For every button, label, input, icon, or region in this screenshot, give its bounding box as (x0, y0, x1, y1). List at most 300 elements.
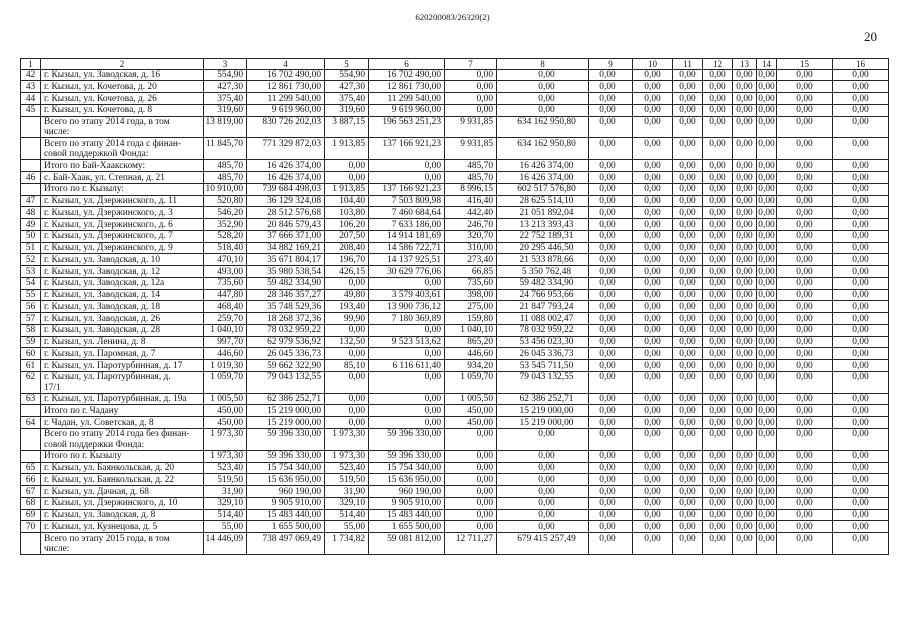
value-cell-col-15: 0,00 (777, 521, 833, 533)
value-cell-col-7: 0,00 (445, 474, 497, 486)
value-cell-col-12: 0,00 (703, 230, 733, 242)
value-cell-col-3: 1 973,30 (204, 428, 247, 450)
value-cell-col-4: 18 268 372,36 (247, 313, 325, 325)
value-cell-col-15: 0,00 (777, 462, 833, 474)
value-cell-col-6: 15 754 340,00 (369, 462, 445, 474)
table-row (21, 277, 889, 289)
table-header (21, 59, 889, 70)
value-cell-col-5: 519,50 (325, 474, 369, 486)
value-cell-col-10: 0,00 (633, 428, 673, 450)
value-cell-col-12: 0,00 (703, 277, 733, 289)
value-cell-col-10: 0,00 (633, 509, 673, 521)
table-row (21, 360, 889, 372)
value-cell-col-3: 1 005,50 (204, 393, 247, 405)
value-cell-col-12: 0,00 (703, 417, 733, 429)
value-cell-col-6: 0,00 (369, 160, 445, 172)
object-address-cell: г. Кызыл, ул. Дзержинского, д. 9 (41, 242, 204, 254)
value-cell-col-12: 0,00 (703, 360, 733, 372)
value-cell-col-13: 0,00 (733, 116, 757, 138)
value-cell-col-15: 0,00 (777, 486, 833, 498)
value-cell-col-4: 28 512 576,68 (247, 207, 325, 219)
value-cell-col-3: 523,40 (204, 462, 247, 474)
row-number-cell: 59 (21, 336, 41, 348)
value-cell-col-16: 0,00 (833, 301, 889, 313)
value-cell-col-4: 11 299 540,00 (247, 93, 325, 105)
value-cell-col-12: 0,00 (703, 266, 733, 278)
value-cell-col-3: 11 845,70 (204, 138, 247, 160)
value-cell-col-3: 450,00 (204, 417, 247, 429)
column-number-header: 13 (733, 59, 757, 70)
value-cell-col-14: 0,00 (758, 278, 775, 289)
column-number-header: 16 (833, 59, 889, 70)
column-number-row (21, 59, 889, 70)
table-row (21, 405, 889, 417)
value-cell-col-12: 0,00 (703, 254, 733, 266)
value-cell-col-12: 0,00 (703, 69, 733, 81)
value-cell-col-8: 0,00 (497, 497, 589, 509)
value-cell-col-13: 0,00 (733, 301, 757, 313)
value-cell-col-10: 0,00 (633, 348, 673, 360)
column-number-header: 3 (204, 59, 247, 70)
value-cell-col-5: 1 973,30 (325, 450, 369, 462)
value-cell-col-5: 0,00 (325, 393, 369, 405)
value-cell-col-9: 0,00 (589, 242, 633, 254)
value-cell-col-15: 0,00 (777, 533, 833, 555)
value-cell-col-16: 0,00 (833, 348, 889, 360)
value-cell-col-4: 62 386 252,71 (247, 393, 325, 405)
row-number-cell: 49 (21, 219, 41, 231)
value-cell-col-9: 0,00 (589, 207, 633, 219)
value-cell-col-8: 0,00 (497, 486, 589, 498)
value-cell-col-16: 0,00 (833, 172, 889, 184)
value-cell-col-11: 0,00 (673, 242, 703, 254)
value-cell-col-6: 0,00 (369, 393, 445, 405)
value-cell-col-6: 137 166 921,23 (369, 138, 445, 160)
value-cell-col-5: 514,40 (325, 509, 369, 521)
value-cell-col-11: 0,00 (673, 289, 703, 301)
column-number-header: 11 (673, 59, 703, 70)
value-cell-col-14: 0,00 (758, 70, 775, 80)
object-address-cell: Итого по г. Кызылу (41, 450, 204, 462)
value-cell-col-10: 0,00 (633, 116, 673, 138)
value-cell-col-5: 193,40 (325, 301, 369, 313)
object-address-cell: г. Кызыл, ул. Дзержинского, д. 6 (41, 219, 204, 231)
value-cell-col-14: 0,00 (758, 81, 775, 92)
row-number-cell: 64 (21, 417, 41, 429)
value-cell-col-7: 416,40 (445, 195, 497, 207)
value-cell-col-10: 0,00 (633, 183, 673, 195)
value-cell-col-16: 0,00 (833, 219, 889, 231)
value-cell-col-6: 59 396 330,00 (369, 428, 445, 450)
value-cell-col-13: 0,00 (733, 324, 757, 336)
value-cell-col-6: 7 180 369,89 (369, 313, 445, 325)
value-cell-col-7: 0,00 (445, 450, 497, 462)
value-cell-col-8: 78 032 959,22 (497, 324, 589, 336)
row-number-cell (21, 138, 41, 160)
value-cell-col-13: 0,00 (733, 69, 757, 81)
value-cell-col-12: 0,00 (703, 81, 733, 93)
value-cell-col-6: 9 905 910,00 (369, 497, 445, 509)
value-cell-col-7: 450,00 (445, 417, 497, 429)
table-row (21, 195, 889, 207)
value-cell-col-13: 0,00 (733, 486, 757, 498)
value-cell-col-14: 0,00 (758, 486, 775, 497)
table-row (21, 462, 889, 474)
value-cell-col-7: 865,20 (445, 336, 497, 348)
value-cell-col-5: 208,40 (325, 242, 369, 254)
value-cell-col-11: 0,00 (673, 104, 703, 116)
value-cell-col-9: 0,00 (589, 254, 633, 266)
object-address-cell: Итого по г. Чадану (41, 405, 204, 417)
value-cell-col-9: 0,00 (589, 360, 633, 372)
value-cell-col-6: 3 579 403,61 (369, 289, 445, 301)
value-cell-col-16: 0,00 (833, 360, 889, 372)
object-address-cell: Всего по этапу 2014 года с финан- совой поддержкой Фонда: (41, 138, 204, 160)
value-cell-col-15: 0,00 (777, 497, 833, 509)
object-address-cell: г. Кызыл, ул. Заводская, д. 12а (41, 277, 204, 289)
value-cell-col-14: 0,00 (758, 231, 775, 242)
value-cell-col-3: 446,60 (204, 348, 247, 360)
value-cell-col-16: 0,00 (833, 521, 889, 533)
row-number-cell: 50 (21, 230, 41, 242)
value-cell-col-8: 53 456 023,30 (497, 336, 589, 348)
value-cell-col-12: 0,00 (703, 160, 733, 172)
value-cell-col-9: 0,00 (589, 219, 633, 231)
value-cell-col-11: 0,00 (673, 533, 703, 555)
value-cell-col-8: 0,00 (497, 69, 589, 81)
column-number-header: 7 (445, 59, 497, 70)
value-cell-col-10: 0,00 (633, 301, 673, 313)
value-cell-col-7: 398,00 (445, 289, 497, 301)
value-cell-col-16: 0,00 (833, 393, 889, 405)
row-number-cell: 58 (21, 324, 41, 336)
value-cell-col-13: 0,00 (733, 242, 757, 254)
column-number-header: 8 (497, 59, 589, 70)
value-cell-col-15: 0,00 (777, 313, 833, 325)
value-cell-col-11: 0,00 (673, 230, 703, 242)
value-cell-col-12: 0,00 (703, 405, 733, 417)
object-address-cell: г. Кызыл, ул. Паротурбинная, д. 19а (41, 393, 204, 405)
value-cell-col-4: 15 754 340,00 (247, 462, 325, 474)
table-row (21, 348, 889, 360)
value-cell-col-5: 99,90 (325, 313, 369, 325)
object-address-cell: г. Кызыл, ул. Кочетова, д. 26 (41, 93, 204, 105)
value-cell-col-9: 0,00 (589, 486, 633, 498)
row-number-cell: 43 (21, 81, 41, 93)
value-cell-col-7: 9 931,85 (445, 138, 497, 160)
value-cell-col-8: 5 350 762,48 (497, 266, 589, 278)
value-cell-col-8: 21 533 878,66 (497, 254, 589, 266)
object-address-cell: г. Кызыл, ул. Заводская, д. 14 (41, 289, 204, 301)
value-cell-col-10: 0,00 (633, 533, 673, 555)
value-cell-col-14: 0,00 (758, 360, 775, 371)
value-cell-col-14: 0,00 (758, 184, 775, 195)
value-cell-col-6: 0,00 (369, 348, 445, 360)
value-cell-col-5: 0,00 (325, 417, 369, 429)
value-cell-col-9: 0,00 (589, 509, 633, 521)
table-row (21, 138, 889, 160)
value-cell-col-14: 0,00 (758, 337, 775, 348)
value-cell-col-9: 0,00 (589, 301, 633, 313)
value-cell-col-12: 0,00 (703, 207, 733, 219)
value-cell-col-13: 0,00 (733, 393, 757, 405)
value-cell-col-12: 0,00 (703, 497, 733, 509)
value-cell-col-6: 15 636 950,00 (369, 474, 445, 486)
value-cell-col-8: 21 051 892,04 (497, 207, 589, 219)
value-cell-col-6: 0,00 (369, 172, 445, 184)
value-cell-col-11: 0,00 (673, 336, 703, 348)
value-cell-col-8: 15 219 000,00 (497, 417, 589, 429)
value-cell-col-14: 0,00 (757, 428, 777, 450)
row-number-cell (21, 116, 41, 138)
value-cell-col-11: 0,00 (673, 486, 703, 498)
value-cell-col-7: 0,00 (445, 509, 497, 521)
value-cell-col-10: 0,00 (633, 277, 673, 289)
value-cell-col-16: 0,00 (833, 183, 889, 195)
value-cell-col-10: 0,00 (633, 336, 673, 348)
row-number-cell (21, 450, 41, 462)
value-cell-col-10: 0,00 (633, 195, 673, 207)
value-cell-col-13: 0,00 (733, 450, 757, 462)
value-cell-col-4: 20 846 579,43 (247, 219, 325, 231)
table-row (21, 289, 889, 301)
value-cell-col-5: 0,00 (325, 160, 369, 172)
value-cell-col-4: 16 702 490,00 (247, 69, 325, 81)
value-cell-col-14: 0,00 (758, 196, 775, 207)
value-cell-col-6: 14 586 722,71 (369, 242, 445, 254)
table-row (21, 183, 889, 195)
table-row (21, 428, 889, 450)
value-cell-col-7: 0,00 (445, 497, 497, 509)
table-row (21, 474, 889, 486)
table-row (21, 116, 889, 138)
value-cell-col-9: 0,00 (589, 69, 633, 81)
value-cell-col-12: 0,00 (703, 336, 733, 348)
value-cell-col-8: 16 426 374,00 (497, 160, 589, 172)
value-cell-col-9: 0,00 (589, 533, 633, 555)
value-cell-col-11: 0,00 (673, 360, 703, 372)
value-cell-col-9: 0,00 (589, 266, 633, 278)
value-cell-col-15: 0,00 (777, 242, 833, 254)
value-cell-col-16: 0,00 (833, 160, 889, 172)
value-cell-col-11: 0,00 (673, 301, 703, 313)
value-cell-col-7: 275,00 (445, 301, 497, 313)
value-cell-col-15: 0,00 (777, 348, 833, 360)
value-cell-col-16: 0,00 (833, 195, 889, 207)
value-cell-col-3: 997,70 (204, 336, 247, 348)
value-cell-col-5: 103,80 (325, 207, 369, 219)
value-cell-col-3: 514,40 (204, 509, 247, 521)
table-row (21, 417, 889, 429)
value-cell-col-16: 0,00 (833, 533, 889, 555)
value-cell-col-6: 7 503 809,98 (369, 195, 445, 207)
column-number-header: 12 (703, 59, 733, 70)
value-cell-col-9: 0,00 (589, 313, 633, 325)
value-cell-col-8: 20 295 446,50 (497, 242, 589, 254)
value-cell-col-5: 0,00 (325, 277, 369, 289)
value-cell-col-13: 0,00 (733, 172, 757, 184)
value-cell-col-7: 0,00 (445, 69, 497, 81)
value-cell-col-15: 0,00 (777, 301, 833, 313)
value-cell-col-8: 15 219 000,00 (497, 405, 589, 417)
column-number-header: 10 (633, 59, 673, 70)
value-cell-col-9: 0,00 (589, 497, 633, 509)
value-cell-col-13: 0,00 (733, 462, 757, 474)
value-cell-col-6: 11 299 540,00 (369, 93, 445, 105)
value-cell-col-6: 960 190,00 (369, 486, 445, 498)
row-number-cell: 44 (21, 93, 41, 105)
value-cell-col-12: 0,00 (703, 138, 733, 160)
value-cell-col-14: 0,00 (758, 105, 775, 116)
value-cell-col-8: 634 162 950,80 (497, 138, 589, 160)
value-cell-col-10: 0,00 (633, 254, 673, 266)
value-cell-col-3: 447,80 (204, 289, 247, 301)
value-cell-col-10: 0,00 (633, 93, 673, 105)
column-number-header: 9 (589, 59, 633, 70)
value-cell-col-15: 0,00 (777, 360, 833, 372)
value-cell-col-16: 0,00 (833, 242, 889, 254)
value-cell-col-16: 0,00 (833, 336, 889, 348)
value-cell-col-7: 0,00 (445, 462, 497, 474)
value-cell-col-8: 679 415 257,49 (497, 533, 589, 555)
value-cell-col-7: 320,70 (445, 230, 497, 242)
object-address-cell: г. Кызыл, ул. Дзержинского, д. 3 (41, 207, 204, 219)
value-cell-col-15: 0,00 (777, 428, 833, 450)
value-cell-col-12: 0,00 (703, 348, 733, 360)
value-cell-col-9: 0,00 (589, 230, 633, 242)
table-row (21, 486, 889, 498)
row-number-cell: 47 (21, 195, 41, 207)
value-cell-col-13: 0,00 (733, 104, 757, 116)
value-cell-col-9: 0,00 (589, 93, 633, 105)
value-cell-col-10: 0,00 (633, 462, 673, 474)
value-cell-col-3: 375,40 (204, 93, 247, 105)
value-cell-col-5: 85,10 (325, 360, 369, 372)
value-cell-col-10: 0,00 (633, 207, 673, 219)
value-cell-col-12: 0,00 (703, 301, 733, 313)
value-cell-col-13: 0,00 (733, 81, 757, 93)
value-cell-col-3: 554,90 (204, 69, 247, 81)
value-cell-col-9: 0,00 (589, 336, 633, 348)
value-cell-col-15: 0,00 (777, 195, 833, 207)
value-cell-col-15: 0,00 (777, 69, 833, 81)
value-cell-col-3: 31,90 (204, 486, 247, 498)
value-cell-col-14: 0,00 (758, 243, 775, 254)
row-number-cell (21, 405, 41, 417)
object-address-cell: г. Кызыл, ул. Заводская, д. 26 (41, 313, 204, 325)
value-cell-col-10: 0,00 (633, 289, 673, 301)
table-row (21, 521, 889, 533)
value-cell-col-5: 0,00 (325, 324, 369, 336)
value-cell-col-4: 15 483 440,00 (247, 509, 325, 521)
value-cell-col-13: 0,00 (733, 497, 757, 509)
value-cell-col-3: 10 910,00 (204, 183, 247, 195)
value-cell-col-7: 735,60 (445, 277, 497, 289)
row-number-cell: 55 (21, 289, 41, 301)
value-cell-col-15: 0,00 (777, 266, 833, 278)
value-cell-col-6: 0,00 (369, 405, 445, 417)
value-cell-col-5: 49,80 (325, 289, 369, 301)
value-cell-col-3: 519,50 (204, 474, 247, 486)
value-cell-col-5: 31,90 (325, 486, 369, 498)
value-cell-col-15: 0,00 (777, 450, 833, 462)
value-cell-col-16: 0,00 (833, 207, 889, 219)
value-cell-col-5: 104,40 (325, 195, 369, 207)
value-cell-col-8: 53 545 711,50 (497, 360, 589, 372)
value-cell-col-11: 0,00 (673, 81, 703, 93)
value-cell-col-5: 0,00 (325, 371, 369, 393)
table-row (21, 324, 889, 336)
value-cell-col-15: 0,00 (777, 289, 833, 301)
value-cell-col-3: 55,00 (204, 521, 247, 533)
table-row (21, 266, 889, 278)
value-cell-col-11: 0,00 (673, 207, 703, 219)
row-number-cell: 68 (21, 497, 41, 509)
object-address-cell: Всего по этапу 2015 года, в том числе: (41, 533, 204, 555)
value-cell-col-7: 442,40 (445, 207, 497, 219)
value-cell-col-10: 0,00 (633, 160, 673, 172)
value-cell-col-5: 427,30 (325, 81, 369, 93)
value-cell-col-6: 14 914 181,69 (369, 230, 445, 242)
value-cell-col-11: 0,00 (673, 254, 703, 266)
value-cell-col-9: 0,00 (589, 183, 633, 195)
value-cell-col-13: 0,00 (733, 207, 757, 219)
value-cell-col-8: 602 517 576,80 (497, 183, 589, 195)
row-number-cell: 62 (21, 371, 41, 393)
value-cell-col-10: 0,00 (633, 104, 673, 116)
value-cell-col-14: 0,00 (758, 498, 775, 509)
value-cell-col-10: 0,00 (633, 324, 673, 336)
value-cell-col-5: 132,50 (325, 336, 369, 348)
value-cell-col-16: 0,00 (833, 69, 889, 81)
value-cell-col-13: 0,00 (733, 371, 757, 393)
value-cell-col-12: 0,00 (703, 183, 733, 195)
value-cell-col-11: 0,00 (673, 450, 703, 462)
value-cell-col-16: 0,00 (833, 230, 889, 242)
value-cell-col-4: 771 329 872,03 (247, 138, 325, 160)
object-address-cell: г. Кызыл, ул. Заводская, д. 12 (41, 266, 204, 278)
value-cell-col-8: 26 045 336,73 (497, 348, 589, 360)
table-row (21, 207, 889, 219)
value-cell-col-13: 0,00 (733, 230, 757, 242)
value-cell-col-3: 518,40 (204, 242, 247, 254)
value-cell-col-15: 0,00 (777, 474, 833, 486)
value-cell-col-3: 1 040,10 (204, 324, 247, 336)
value-cell-col-14: 0,00 (758, 290, 775, 301)
value-cell-col-9: 0,00 (589, 195, 633, 207)
row-number-cell: 45 (21, 104, 41, 116)
value-cell-col-11: 0,00 (673, 195, 703, 207)
value-cell-col-10: 0,00 (633, 417, 673, 429)
value-cell-col-4: 16 426 374,00 (247, 172, 325, 184)
value-cell-col-13: 0,00 (733, 219, 757, 231)
value-cell-col-13: 0,00 (733, 474, 757, 486)
row-number-cell: 65 (21, 462, 41, 474)
value-cell-col-9: 0,00 (589, 393, 633, 405)
value-cell-col-5: 3 887,15 (325, 116, 369, 138)
table-row (21, 219, 889, 231)
object-address-cell: г. Кызыл, ул. Дзержинского, д. 10 (41, 497, 204, 509)
value-cell-col-12: 0,00 (703, 462, 733, 474)
value-cell-col-13: 0,00 (733, 93, 757, 105)
value-cell-col-6: 15 483 440,00 (369, 509, 445, 521)
value-cell-col-4: 35 671 804,17 (247, 254, 325, 266)
table-row (21, 371, 889, 393)
value-cell-col-9: 0,00 (589, 324, 633, 336)
row-number-cell: 70 (21, 521, 41, 533)
value-cell-col-5: 1 734,82 (325, 533, 369, 555)
value-cell-col-4: 35 980 538,54 (247, 266, 325, 278)
